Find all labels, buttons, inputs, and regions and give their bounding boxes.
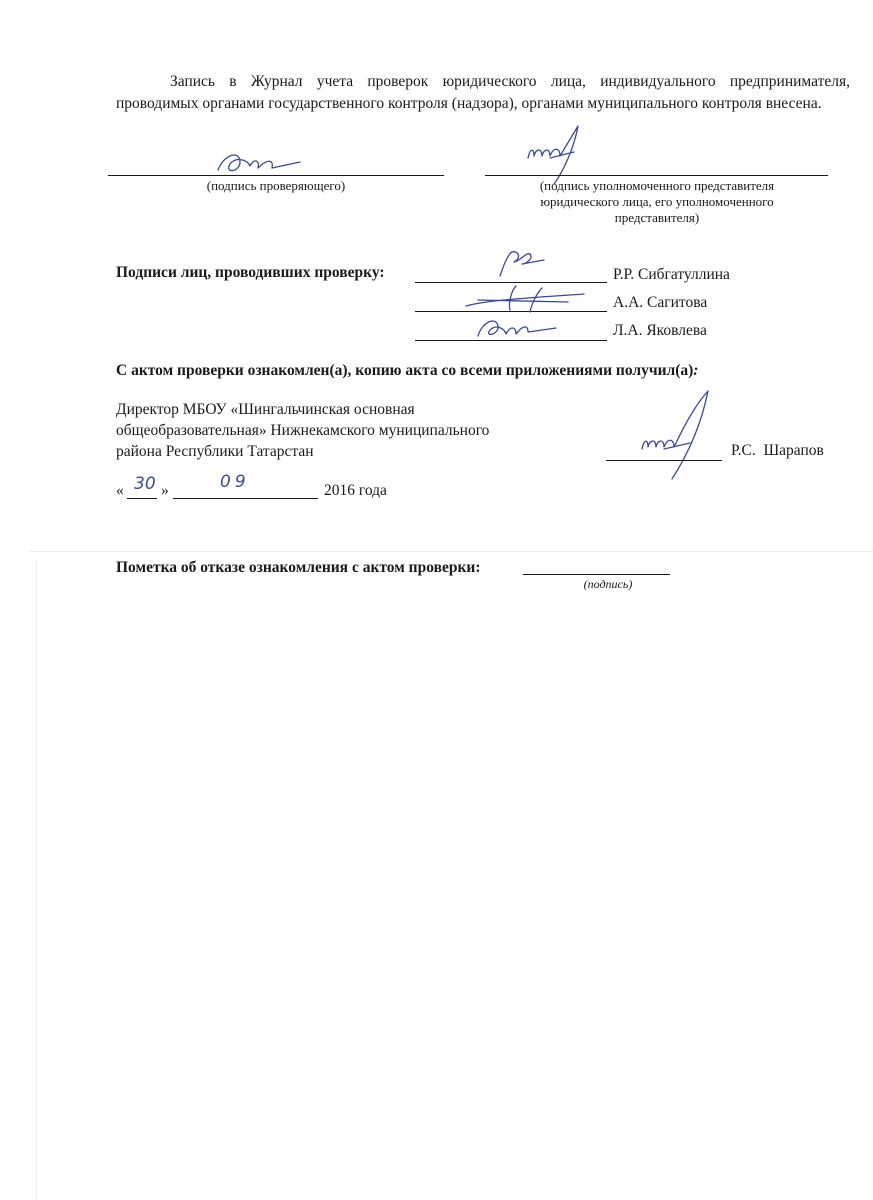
scan-fold-line [30, 551, 873, 552]
inspector-signature-caption: (подпись проверяющего) [206, 178, 346, 193]
inspector-2-name: А.А. Сагитова [613, 294, 708, 311]
director-name: Р.С. Шарапов [731, 442, 824, 459]
director-title [116, 399, 489, 462]
inspector-signature-line [108, 175, 444, 176]
date-close-quote: » [161, 482, 169, 499]
inspector-2-signature [458, 282, 598, 316]
representative-signature-line [485, 175, 828, 176]
representative-signature-caption: (подпись уполномоченного представителя юридического лица, его уполномоченного представителя) [539, 178, 775, 225]
inspector-1-name: Р.Р. Сибгатуллина [613, 266, 730, 283]
acknowledgement-heading-colon: : [693, 362, 699, 379]
inspector-1-signature [492, 246, 552, 282]
date-year: 2016 года [324, 482, 387, 499]
refusal-heading: Пометка об отказе ознакомления с актом проверки: [116, 559, 481, 576]
date-month-line [173, 498, 318, 499]
acknowledgement-date [116, 472, 416, 504]
acknowledgement-heading-text: С актом проверки ознакомлен(а), копию акта со всеми приложениями получил(а) [116, 362, 694, 379]
date-day: 30 [134, 474, 156, 494]
date-open-quote: « [116, 482, 124, 499]
date-month: 09 [220, 472, 250, 492]
refusal-caption: (подпись) [583, 577, 633, 591]
director-title-line-1: Директор МБОУ «Шингальчинская основная [116, 401, 415, 418]
date-day-line [127, 498, 157, 499]
director-signature-line [606, 460, 722, 461]
inspector-3-name: Л.А. Яковлева [613, 322, 707, 339]
journal-record-text: Запись в Журнал учета проверок юридического лица, индивидуального предпринимателя, проводимых органами государственного контроля (надзора), органами муниципального контроля внесена. [116, 73, 850, 112]
scan-edge-shadow [36, 560, 37, 1200]
director-signature [628, 385, 728, 485]
inspector-3-signature [470, 312, 570, 344]
acknowledgement-heading [116, 362, 698, 380]
inspectors-heading: Подписи лиц, проводивших проверку: [116, 264, 385, 281]
refusal-signature-line [523, 574, 670, 575]
director-title-line-2: общеобразовательная» Нижнекамского муниципального [116, 422, 490, 439]
director-title-line-3: района Республики Татарстан [116, 443, 314, 460]
